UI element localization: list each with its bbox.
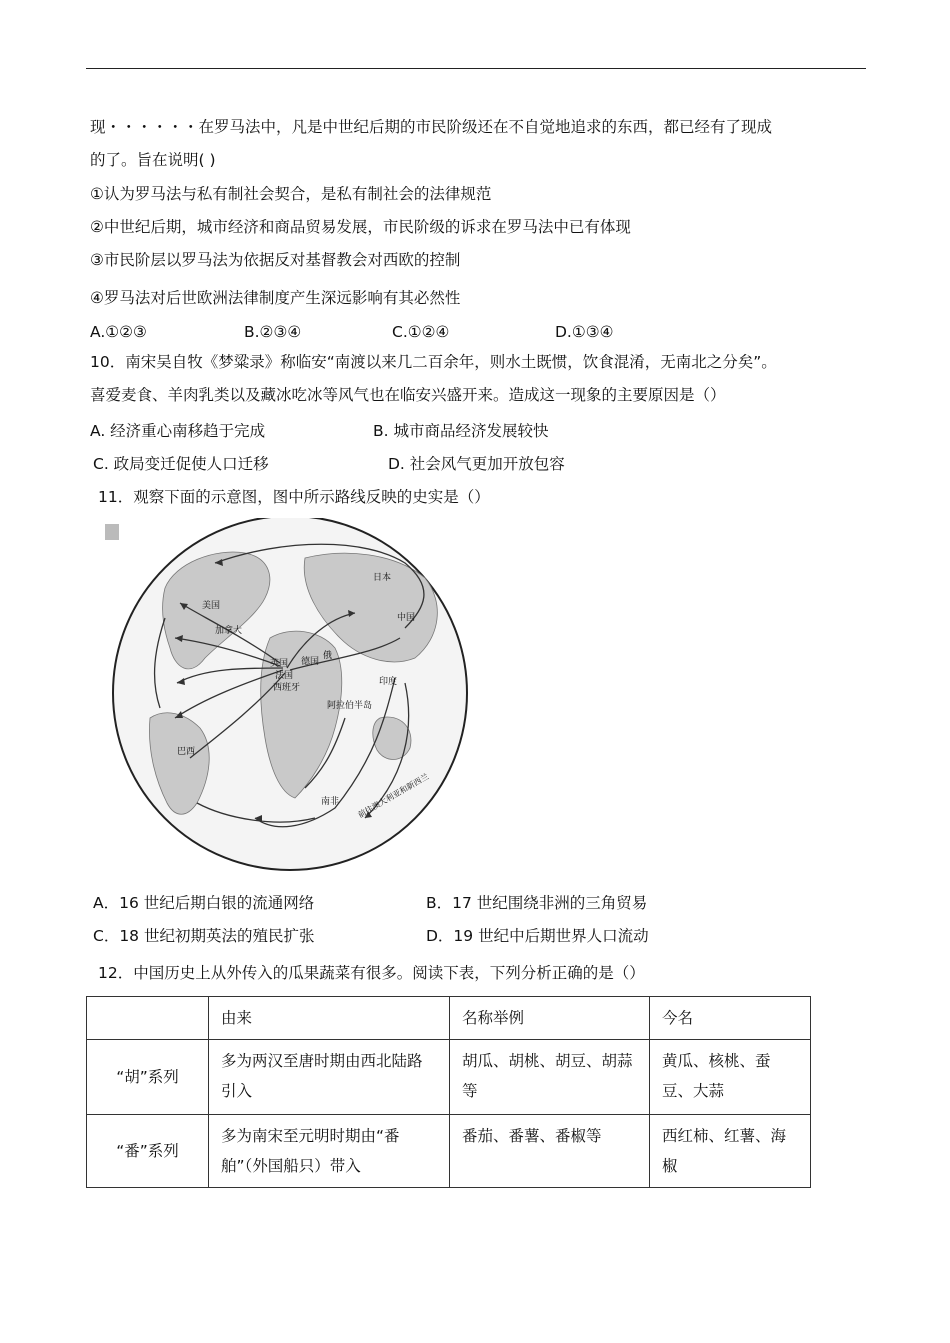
produce-origin-table bbox=[86, 996, 811, 1188]
label-brazil: 巴西 bbox=[177, 747, 196, 757]
q10-option-b[interactable]: B. 城市商品经济发展较快 bbox=[373, 422, 549, 440]
label-india: 印度 bbox=[379, 677, 398, 687]
q11-option-a[interactable]: A．16 世纪后期白银的流通网络 bbox=[93, 894, 315, 912]
label-usa: 美国 bbox=[202, 601, 221, 611]
label-canada: 加拿大 bbox=[215, 626, 243, 636]
world-migration-map bbox=[105, 518, 470, 878]
q11-option-d[interactable]: D．19 世纪中后期世界人口流动 bbox=[426, 927, 649, 945]
q9-statement-1: ①认为罗马法与私有制社会契合，是私有制社会的法律规范 bbox=[90, 185, 492, 203]
label-russia: 俄 bbox=[323, 651, 333, 661]
row-cell-origin: 多为两汉至唐时期由西北陆路引入 bbox=[209, 1040, 450, 1115]
header-rule bbox=[86, 68, 866, 69]
label-spain: 西班牙 bbox=[273, 683, 301, 693]
label-china: 中国 bbox=[397, 613, 416, 623]
row-label-hu: “胡”系列 bbox=[87, 1040, 209, 1115]
q9-text-line1: 现・・・・・・在罗马法中，凡是中世纪后期的市民阶级还在不自觉地追求的东西，都已经有了现成 bbox=[90, 118, 773, 136]
label-arabia: 阿拉伯半岛 bbox=[327, 701, 373, 711]
row-label-fan: “番”系列 bbox=[87, 1115, 209, 1188]
q9-option-d[interactable]: D.①③④ bbox=[555, 323, 614, 341]
q11-option-b[interactable]: B．17 世纪围绕非洲的三角贸易 bbox=[426, 894, 648, 912]
q9-option-c[interactable]: C.①②④ bbox=[392, 323, 450, 341]
map-corner-mark bbox=[105, 524, 119, 540]
row-cell-modern-name: 西红柿、红薯、海椒 bbox=[650, 1115, 811, 1188]
q9-option-a[interactable]: A.①②③ bbox=[90, 323, 147, 341]
q10-option-c[interactable]: C. 政局变迁促使人口迁移 bbox=[93, 455, 269, 473]
q10-stem-line2: 喜爱麦食、羊肉乳类以及藏冰吃冰等风气也在临安兴盛开来。造成这一现象的主要原因是（） bbox=[90, 386, 726, 404]
header-cell-empty bbox=[87, 997, 209, 1040]
table-row bbox=[87, 1040, 811, 1115]
q12-stem: 12．中国历史上从外传入的瓜果蔬菜有很多。阅读下表，下列分析正确的是（） bbox=[98, 964, 645, 982]
table-row bbox=[87, 1115, 811, 1188]
row-cell-origin: 多为南宋至元明时期由“番舶”（外国船只）带入 bbox=[209, 1115, 450, 1188]
label-japan: 日本 bbox=[373, 573, 392, 583]
q10-stem-line1: 10．南宋吴自牧《梦粱录》称临安“南渡以来几二百余年，则水土既惯，饮食混淆，无南北之分矣”。 bbox=[90, 353, 777, 371]
row-cell-examples: 胡瓜、胡桃、胡豆、胡蒜等 bbox=[450, 1040, 650, 1115]
q10-option-a[interactable]: A. 经济重心南移趋于完成 bbox=[90, 422, 266, 440]
q9-statement-3: ③市民阶层以罗马法为依据反对基督教会对西欧的控制 bbox=[90, 251, 461, 269]
label-france: 法国 bbox=[275, 671, 294, 681]
q11-stem: 11．观察下面的示意图，图中所示路线反映的史实是（） bbox=[98, 488, 490, 506]
q9-text-line2: 的了。旨在说明( ) bbox=[90, 151, 216, 169]
row-cell-modern-name: 黄瓜、核桃、蚕豆、大蒜 bbox=[650, 1040, 811, 1115]
q9-statement-4: ④罗马法对后世欧洲法律制度产生深远影响有其必然性 bbox=[90, 289, 461, 307]
header-cell-origin: 由来 bbox=[209, 997, 450, 1040]
label-to-australia: 前往澳大利亚和新西兰 bbox=[356, 771, 431, 820]
q9-statement-2: ②中世纪后期，城市经济和商品贸易发展，市民阶级的诉求在罗马法中已有体现 bbox=[90, 218, 631, 236]
header-cell-examples: 名称举例 bbox=[450, 997, 650, 1040]
label-uk: 英国 bbox=[270, 659, 289, 669]
row-cell-examples: 番茄、番薯、番椒等 bbox=[450, 1115, 650, 1188]
header-cell-modern-name: 今名 bbox=[650, 997, 811, 1040]
q11-option-c[interactable]: C．18 世纪初期英法的殖民扩张 bbox=[93, 927, 315, 945]
label-south-africa: 南非 bbox=[321, 797, 340, 807]
q10-option-d[interactable]: D. 社会风气更加开放包容 bbox=[388, 455, 565, 473]
q9-option-b[interactable]: B.②③④ bbox=[244, 323, 302, 341]
label-germany: 德国 bbox=[301, 657, 320, 667]
table-header-row bbox=[87, 997, 811, 1040]
